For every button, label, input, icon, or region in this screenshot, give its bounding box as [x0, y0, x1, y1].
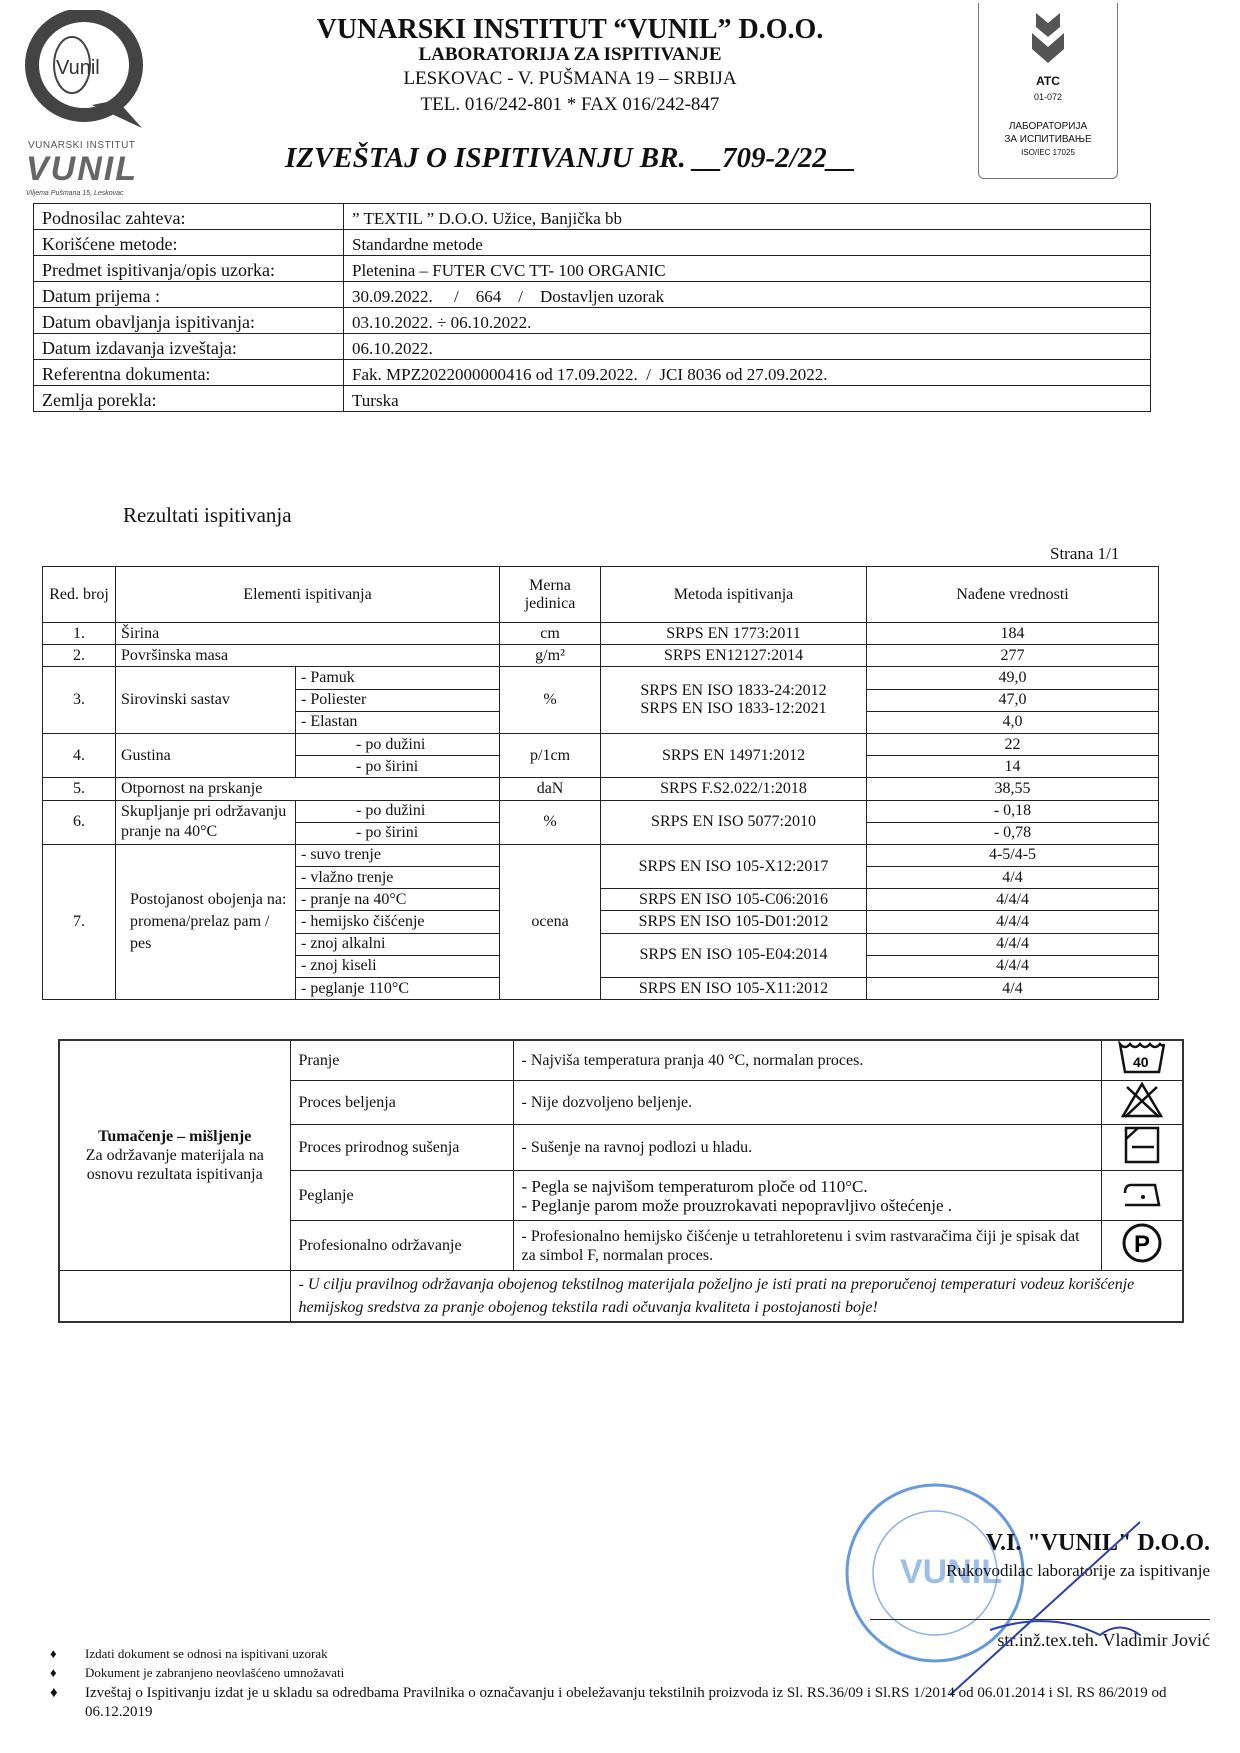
row-subelement: - po širini — [296, 756, 500, 778]
row-subelement: - hemijsko čišćenje — [296, 911, 500, 933]
care-label: Proces beljenja — [290, 1081, 513, 1125]
row-value: 22 — [867, 733, 1159, 755]
row-unit: % — [500, 800, 601, 844]
info-value: 30.09.2022. / 664 / Dostavljen uzorak — [344, 282, 1151, 308]
row-unit: cm — [500, 623, 601, 645]
row-method: SRPS EN 1773:2011 — [601, 623, 867, 645]
care-text-line2: - Peglanje parom može prouzrokavati nepopravljivo oštećenje . — [521, 1195, 953, 1215]
info-value: 03.10.2022. ÷ 06.10.2022. — [344, 308, 1151, 334]
row-method: SRPS EN ISO 105-D01:2012 — [601, 911, 867, 933]
row-unit: % — [500, 667, 601, 734]
row-no: 6. — [43, 800, 116, 844]
header-elements: Elementi ispitivanja — [116, 567, 500, 623]
row-subelement: - znoj kiseli — [296, 955, 500, 977]
care-subtitle: Za održavanje materijala na osnovu rezultata ispitivanja — [85, 1147, 264, 1183]
row-no: 7. — [43, 844, 116, 999]
header-values: Nađene vrednosti — [867, 567, 1159, 623]
row-value: 47,0 — [867, 689, 1159, 711]
row-no: 3. — [43, 667, 116, 734]
care-label: Profesionalno održavanje — [290, 1221, 513, 1271]
results-heading: Rezultati ispitivanja — [123, 503, 292, 527]
row-element: Otpornost na prskanje — [116, 778, 500, 800]
wash-40-icon — [1101, 1040, 1183, 1081]
row-subelement: - vlažno trenje — [296, 867, 500, 889]
table-row — [43, 778, 1159, 800]
footer-note-text: Izveštaj o Ispitivanju izdat je u skladu sa odredbama Pravilnika o označavanju i obeležavanju tekstilnih proizvoda iz Sl. RS.36/09 i Sl.RS 1/2014 od 06.01.2014 i Sl. RS 86/2019 od 06.12.2019 — [85, 1685, 1167, 1720]
footer-note-text: Izdati dokument se odnosi na ispitivani uzorak — [85, 1646, 328, 1661]
org-address: LESKOVAC - V. PUŠMANA 19 – SRBIJA — [403, 68, 737, 89]
atc-line2: ЗА ИСПИТИВАЊЕ — [1004, 134, 1092, 145]
row-value: 4,0 — [867, 711, 1159, 733]
info-row — [34, 360, 1151, 386]
info-row — [34, 308, 1151, 334]
info-value: ” TEXTIL ” D.O.O. Užice, Banjička bb — [344, 204, 1151, 230]
row-element: Širina — [116, 623, 500, 645]
iron-low-no-steam-icon — [1101, 1171, 1183, 1221]
info-row — [34, 256, 1151, 282]
row-unit: p/1cm — [500, 733, 601, 777]
logo-address: Viljema Pušmana 15, Leskovac — [26, 190, 124, 197]
care-table — [58, 1039, 1184, 1323]
row-subelement: - suvo trenje — [296, 844, 500, 866]
signature-name: str.inž.tex.teh. Vladimir Jović — [997, 1630, 1210, 1650]
care-summary — [59, 1040, 290, 1271]
row-method: SRPS EN ISO 105-C06:2016 — [601, 889, 867, 911]
care-note: - U cilju pravilnog održavanja obojenog tekstilnog materijala poželjno je isti prati na preporučenoj temperaturi vodeuz korišćenje hemijskog sredstva za pranje obojenog tekstila radi očuvanja kvaliteta i postojanosti boje! — [290, 1271, 1183, 1323]
header-method: Metoda ispitivanja — [601, 567, 867, 623]
signature-company: V.I. "VUNIL" D.O.O. — [985, 1530, 1210, 1556]
row-value: 38,55 — [867, 778, 1159, 800]
row-subelement: - peglanje 110°C — [296, 978, 500, 1000]
row-subelement: - Elastan — [296, 711, 500, 733]
info-label: Zemlja porekla: — [34, 386, 344, 412]
row-value: 14 — [867, 756, 1159, 778]
info-label: Datum izdavanja izveštaja: — [34, 334, 344, 360]
care-label: Peglanje — [290, 1171, 513, 1221]
svg-text:Vunil: Vunil — [56, 57, 100, 79]
atc-line1: ЛАБОРАТОРИЈА — [1008, 121, 1088, 132]
row-no: 2. — [43, 645, 116, 667]
svg-text:40: 40 — [1132, 1054, 1149, 1070]
footer-note: ♦ Izdati dokument se odnosi na ispitivani uzorak — [50, 1646, 328, 1661]
row-value: 4/4/4 — [867, 911, 1159, 933]
table-row — [43, 844, 1159, 866]
info-row — [34, 386, 1151, 412]
info-label: Datum obavljanja ispitivanja: — [34, 308, 344, 334]
row-element: Skupljanje pri održavanju pranje na 40°C — [116, 800, 296, 844]
care-title: Tumačenje – mišljenje — [98, 1128, 252, 1145]
row-unit: daN — [500, 778, 601, 800]
atc-standard: ISO/IEC 17025 — [1021, 148, 1075, 157]
org-name: VUNARSKI INSTITUT “VUNIL” D.O.O. — [316, 14, 824, 45]
org-phone: TEL. 016/242-801 * FAX 016/242-847 — [420, 94, 720, 115]
row-method: SRPS EN ISO 105-E04:2014 — [601, 933, 867, 977]
row-value: 184 — [867, 623, 1159, 645]
info-value: Pletenina – FUTER CVC TT- 100 ORGANIC — [344, 256, 1151, 282]
info-value: Turska — [344, 386, 1151, 412]
row-no: 4. — [43, 733, 116, 777]
row-subelement: - po dužini — [296, 800, 500, 822]
method-1: SRPS EN ISO 1833-24:2012 — [640, 682, 827, 700]
row-method: SRPS EN12127:2014 — [601, 645, 867, 667]
row-unit: g/m² — [500, 645, 601, 667]
footer-note: ♦ Izveštaj o Ispitivanju izdat je u skladu sa odredbama Pravilnika o označavanju i obeležavanju tekstilnih proizvoda iz Sl. RS.36/09 i Sl.RS 1/2014 od 06.01.2014 i Sl. RS 86/2019 od 06.12.2019 — [50, 1685, 1167, 1720]
table-row — [43, 733, 1159, 755]
footer-note-text: Dokument je zabranjeno neovlašćeno umnožavati — [85, 1665, 345, 1680]
atc-code: ATC — [1036, 74, 1060, 88]
info-value: Standardne metode — [344, 230, 1151, 256]
row-value: 4/4 — [867, 978, 1159, 1000]
row-unit: ocena — [500, 844, 601, 999]
info-value: Fak. MPZ2022000000416 od 17.09.2022. / JCI 8036 od 27.09.2022. — [344, 360, 1151, 386]
row-subelement: - znoj alkalni — [296, 933, 500, 955]
care-text — [513, 1171, 1101, 1221]
signature-role: Rukovodilac laboratorije za ispitivanje — [946, 1561, 1210, 1580]
row-method: SRPS EN 14971:2012 — [601, 733, 867, 777]
report-info-table — [33, 203, 1151, 412]
vunil-q-logo — [22, 10, 152, 130]
row-method: SRPS EN ISO 105-X12:2017 — [601, 844, 867, 888]
table-row — [43, 667, 1159, 689]
table-row — [43, 645, 1159, 667]
header-unit: Merna jedinica — [500, 567, 601, 623]
info-row — [34, 334, 1151, 360]
row-element: Postojanost obojenja na: promena/prelaz pam / pes — [116, 844, 296, 999]
care-row — [59, 1040, 1183, 1081]
footer-note: ♦ Dokument je zabranjeno neovlašćeno umnožavati — [50, 1665, 345, 1680]
row-subelement: - Poliester — [296, 689, 500, 711]
header-no: Red. broj — [43, 567, 116, 623]
info-row — [34, 204, 1151, 230]
logo-big-text: VUNIL — [26, 150, 138, 188]
care-label: Pranje — [290, 1040, 513, 1081]
care-label: Proces prirodnog sušenja — [290, 1125, 513, 1171]
care-note-row — [59, 1271, 1183, 1323]
row-value: 4/4/4 — [867, 955, 1159, 977]
info-row — [34, 230, 1151, 256]
row-no: 5. — [43, 778, 116, 800]
row-method: SRPS F.S2.022/1:2018 — [601, 778, 867, 800]
row-value: 4/4/4 — [867, 933, 1159, 955]
info-label: Korišćene metode: — [34, 230, 344, 256]
professional-dry-clean-p-icon — [1101, 1221, 1183, 1271]
row-element: Gustina — [116, 733, 296, 777]
row-subelement: - po dužini — [296, 733, 500, 755]
info-row — [34, 282, 1151, 308]
row-method — [601, 667, 867, 734]
method-2: SRPS EN ISO 1833-12:2021 — [640, 700, 827, 718]
row-no: 1. — [43, 623, 116, 645]
row-value: 4/4/4 — [867, 889, 1159, 911]
row-value: - 0,78 — [867, 822, 1159, 844]
info-label: Podnosilac zahteva: — [34, 204, 344, 230]
row-element: Površinska masa — [116, 645, 500, 667]
care-text-line1: - Pegla se najvišom temperaturom ploče od 110°C. — [521, 1176, 868, 1196]
lab-name: LABORATORIJA ZA ISPITIVANJE — [418, 44, 722, 65]
svg-text:P: P — [1133, 1231, 1150, 1258]
care-text: - Najviša temperatura pranja 40 °C, normalan proces. — [513, 1040, 1101, 1081]
info-label: Datum prijema : — [34, 282, 344, 308]
logo-small-text: VUNARSKI INSTITUT — [28, 140, 136, 151]
info-value: 06.10.2022. — [344, 334, 1151, 360]
info-label: Referentna dokumenta: — [34, 360, 344, 386]
table-row — [43, 623, 1159, 645]
row-element: Sirovinski sastav — [116, 667, 296, 734]
report-title: IZVEŠTAJ O ISPITIVANJU BR. __709-2/22__ — [285, 142, 856, 174]
row-method: SRPS EN ISO 105-X11:2012 — [601, 978, 867, 1000]
results-table — [42, 566, 1159, 1000]
row-subelement: - po širini — [296, 822, 500, 844]
atc-number: 01-072 — [1033, 92, 1063, 102]
results-header-row — [43, 567, 1159, 623]
care-text: - Profesionalno hemijsko čišćenje u tetrahloretenu i svim rastvaračima čiji je spisak dat za simbol F, normalan proces. — [513, 1221, 1101, 1271]
dry-flat-shade-icon — [1101, 1125, 1183, 1171]
row-subelement: - Pamuk — [296, 667, 500, 689]
row-value: 4/4 — [867, 867, 1159, 889]
svg-text:VUNIL: VUNIL — [900, 1553, 1002, 1591]
row-method: SRPS EN ISO 5077:2010 — [601, 800, 867, 844]
atc-logo-icon — [1028, 9, 1068, 67]
care-text: - Sušenje na ravnoj podlozi u hladu. — [513, 1125, 1101, 1171]
care-text: - Nije dozvoljeno beljenje. — [513, 1081, 1101, 1125]
row-value: 4-5/4-5 — [867, 844, 1159, 866]
page-number: Strana 1/1 — [1050, 544, 1120, 563]
accreditation-badge — [978, 3, 1118, 179]
info-label: Predmet ispitivanja/opis uzorka: — [34, 256, 344, 282]
row-value: - 0,18 — [867, 800, 1159, 822]
row-value: 49,0 — [867, 667, 1159, 689]
row-value: 277 — [867, 645, 1159, 667]
row-subelement: - pranje na 40°C — [296, 889, 500, 911]
table-row — [43, 800, 1159, 822]
no-bleach-icon — [1101, 1081, 1183, 1125]
